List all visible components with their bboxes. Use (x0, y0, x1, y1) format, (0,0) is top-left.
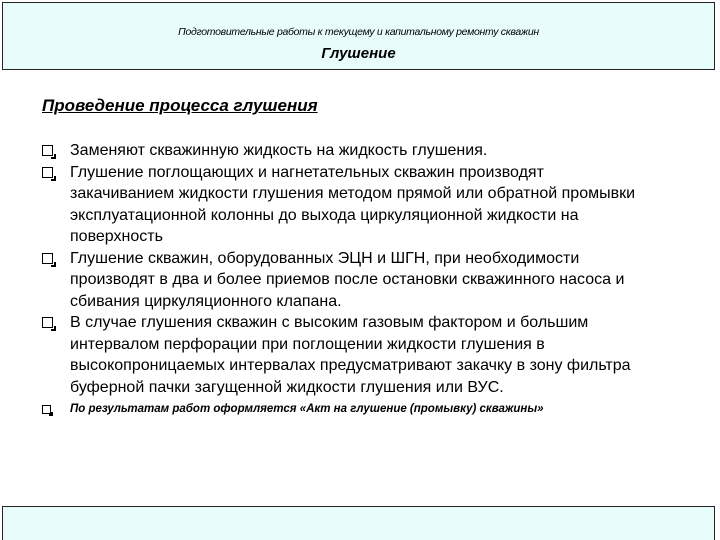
bullet-text: Глушение поглощающих и нагнетательных скважин производят закачиванием жидкости глушения методом прямой или обратной промывки эксплуатационной колонны до выхода циркуляционной жидкости на поверхность (70, 163, 636, 245)
bullet-text: В случае глушения скважин с высоким газовым фактором и большим интервалом перфорации при поглощении жидкости глушения в высокопроницаемых интервалах предусматривают закачку в зону фильтра буферной пачки загущенной жидкости глушения или ВУС. (70, 314, 631, 396)
checkbox-bullet-icon (42, 167, 53, 178)
bullet-item-note (42, 402, 642, 417)
bullet-item (42, 312, 642, 398)
bullet-item (42, 140, 642, 162)
section-heading: Проведение процесса глушения (42, 96, 318, 115)
checkbox-bullet-icon (42, 253, 53, 264)
checkbox-bullet-icon (42, 145, 53, 156)
checkbox-bullet-icon (42, 405, 51, 414)
footer-banner (2, 506, 715, 540)
checkbox-bullet-icon (42, 317, 53, 328)
slide-title: Глушение (321, 45, 396, 62)
header-banner (2, 2, 715, 70)
bullet-item (42, 248, 642, 313)
bullet-text: Глушение скважин, оборудованных ЭЦН и ШГН, при необходимости производят в два и более приемов после остановки скважинного насоса и сбивания циркуляционного клапана. (70, 249, 625, 310)
header-subtitle: Подготовительные работы к текущему и капитальному ремонту скважин (178, 26, 539, 38)
bullet-text: По результатам работ оформляется «Акт на глушение (промывку) скважины» (70, 403, 544, 415)
bullet-list (42, 140, 642, 417)
bullet-item (42, 162, 642, 248)
bullet-text: Заменяют скважинную жидкость на жидкость глушения. (70, 142, 488, 159)
